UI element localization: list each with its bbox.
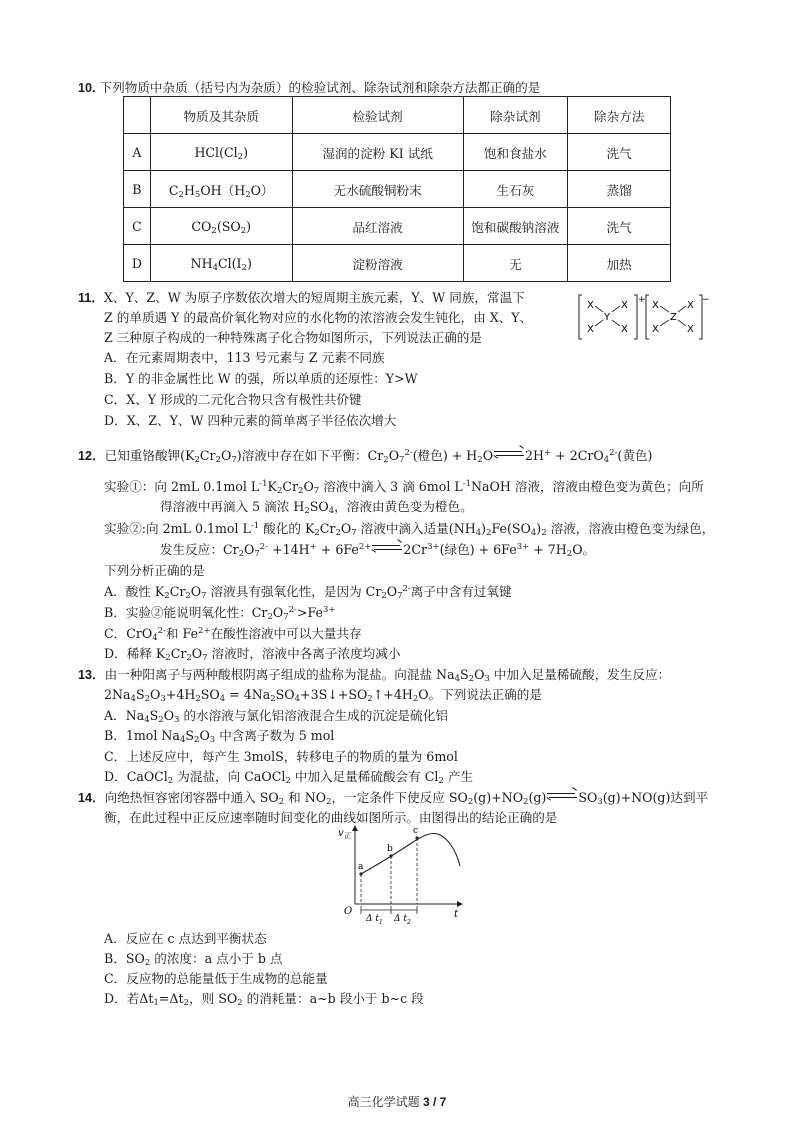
- table-cell: 加热: [568, 245, 671, 282]
- q10-number: 10.: [78, 81, 96, 95]
- q12-experiment-2-line-1: 实验②:向 2mL 0.1mol $L^{-1}$ 酸化的 $K_2Cr_2O_7$ 溶液中滴入适量$(NH_4)_2Fe(SO_4)_2$ 溶液，溶液由橙色变为绿色，: [104, 521, 715, 538]
- origin-label: O: [344, 906, 353, 917]
- table-cell: C: [124, 208, 151, 245]
- q11-stem-line-3: Z 三种原子构成的一种特殊离子化合物如图所示，下列说法正确的是: [104, 330, 482, 345]
- atom-x: X: [587, 324, 594, 335]
- q11-option-b: B．Y 的非金属性比 W 的强，所以单质的还原性：Y>W: [104, 371, 418, 386]
- q10-text: 下列物质中杂质（括号内为杂质）的检验试剂、除杂试剂和除杂方法都正确的是: [99, 80, 541, 95]
- q11-number: 11．: [78, 291, 104, 305]
- q14-number: 14．: [78, 791, 105, 805]
- q11-stem-line-1: [78, 289, 525, 307]
- table-row: [124, 134, 671, 171]
- q12-reaction-right: $2Cr^{3+}$(绿色) + $6Fe^{3+} + 7H_2O$。: [403, 542, 596, 559]
- q11-option-a: A．在元素周期表中，113 号元素与 Z 元素不同族: [104, 350, 385, 365]
- y-axis-label: $v_正$: [338, 828, 351, 840]
- table-header-cell: 检验试剂: [292, 97, 463, 134]
- q13-option-b: B．1mol $Na_4S_2O_3$ 中含离子数为 5 mol: [104, 728, 335, 745]
- ionic-compound-structure: [578, 292, 710, 344]
- atom-x: X: [652, 300, 659, 311]
- table-cell: $CO_2(SO_2)$: [150, 208, 292, 245]
- table-cell: 饱和碳酸钠溶液: [463, 208, 568, 245]
- q12-stem: [78, 447, 652, 465]
- q14-text: 向绝热恒容密闭容器中通入 $SO_2$ 和 $NO_2$，一定条件下使反应 $SO_2(g)+NO_2(g)$: [104, 790, 547, 807]
- point-b-label: b: [387, 844, 393, 854]
- q13-stem-line-2: $2Na_4S_2O_3+4H_2SO_4$ = $4Na_2SO_4+3S↓+SO_2↑+4H_2O$。下列说法正确的是: [104, 687, 542, 704]
- q14-option-b: B．$SO_2$ 的浓度：a 点小于 b 点: [104, 951, 283, 968]
- table-cell: $HCl(Cl_2)$: [150, 134, 292, 171]
- table-cell: D: [124, 245, 151, 282]
- table-header-cell: 物质及其杂质: [150, 97, 292, 134]
- table-row: [124, 245, 671, 282]
- table-cell: 品红溶液: [292, 208, 463, 245]
- table-header-cell: 除杂方法: [568, 97, 671, 134]
- point-a: [359, 872, 362, 875]
- q14-option-a: A．反应在 c 点达到平衡状态: [104, 931, 267, 946]
- q11-stem-line-2: Z 的单质遇 Y 的最高价氧化物对应的水化物的浓溶液会发生钝化，由 X、Y、: [104, 310, 533, 325]
- q11-option-d: D．X、Z、Y、W 四种元素的简单离子半径依次增大: [104, 413, 397, 428]
- point-c: [415, 836, 418, 839]
- q10-table: [123, 96, 671, 282]
- q12-text-right: 2H+ + 2CrO$_4^{2-}$(黄色): [525, 448, 653, 465]
- q12-prompt: 下列分析正确的是: [104, 563, 205, 578]
- atom-x: X: [687, 300, 694, 311]
- q12-reaction-left: 发生反应：$Cr_2O_7^{2-} +14H^+ + 6Fe^{2+}$: [160, 542, 372, 559]
- table-cell: 洗气: [568, 134, 671, 171]
- q13-text: 由一种阳离子与两种酸根阴离子组成的盐称为混盐。向混盐 $Na_4S_2O_3$ 中加入足量稀硫酸，发生反应：: [104, 667, 671, 684]
- anion-charge: −: [702, 295, 710, 305]
- q13-option-c: C．上述反应中，每产生 3molS，转移电子的物质的量为 6mol: [104, 749, 458, 764]
- atom-x: X: [621, 324, 628, 335]
- point-c-label: c: [413, 826, 419, 836]
- table-cell: $C_2H_5OH(H_2O)$: [150, 171, 292, 208]
- cation-charge: +: [638, 295, 646, 305]
- equilibrium-arrow-icon: [547, 791, 577, 801]
- footer-label: 高三化学试题: [347, 1095, 420, 1109]
- q12-text: 已知重铬酸钾$(K_2Cr_2O_7)$溶液中存在如下平衡：$Cr_2O_7^{2-}$(橙色) + $H_2O$: [104, 448, 494, 465]
- q10-stem: [78, 79, 540, 97]
- atom-x: X: [652, 324, 659, 335]
- atom-z: Z: [670, 312, 677, 323]
- page-footer: [0, 1093, 794, 1110]
- q12-experiment-1-line-1: 实验①：向 2mL 0.1mol $L^{-1}K_2Cr_2O_7$ 溶液中滴入 3 滴 6mol $L^{-1}NaOH$ 溶液，溶液由橙色变为黄色；向所: [104, 479, 704, 496]
- q12-option-d: D．稀释 $K_2Cr_2O_7$ 溶液时，溶液中各离子浓度均减小: [104, 646, 401, 663]
- q11-text: X、Y、Z、W 为原子序数依次增大的短周期主族元素，Y、W 同族，常温下: [103, 290, 525, 305]
- table-cell: B: [124, 171, 151, 208]
- atom-y: Y: [604, 312, 611, 323]
- q12-option-b: B．实验②能说明氧化性：$Cr_2O_7^{2-}>Fe^{3+}$: [104, 605, 336, 622]
- q14-text-right: $SO_3(g)+NO(g)$达到平: [578, 790, 709, 807]
- q12-option-c: C．CrO$_4^{2-}$和 $Fe^{2+}$在酸性溶液中可以大量共存: [104, 626, 362, 643]
- point-a-label: a: [358, 862, 364, 872]
- atom-x: X: [687, 324, 694, 335]
- table-cell: 无: [463, 245, 568, 282]
- q12-experiment-2-line-2: [160, 541, 595, 558]
- table-cell: 湿润的淀粉 KI 试纸: [292, 134, 463, 171]
- table-cell: 饱和食盐水: [463, 134, 568, 171]
- q12-experiment-1-line-2: 得溶液中再滴入 5 滴浓 $H_2SO_4$，溶液由黄色变为橙色。: [160, 499, 473, 516]
- q13-option-a: A．$Na_4S_2O_3$ 的水溶液与氯化铝溶液混合生成的沉淀是硫化铝: [104, 708, 448, 725]
- rate-curve: [361, 833, 460, 874]
- table-cell: 洗气: [568, 208, 671, 245]
- q14-option-c: C．反应物的总能量低于生成物的总能量: [104, 971, 328, 986]
- table-cell: 无水硫酸铜粉末: [292, 171, 463, 208]
- table-cell: $NH_4Cl(I_2)$: [150, 245, 292, 282]
- q14-stem-line-2: 衡，在此过程中正反应速率随时间变化的曲线如图所示。由图得出的结论正确的是: [104, 810, 558, 825]
- atom-x: X: [587, 300, 594, 311]
- table-cell: A: [124, 134, 151, 171]
- dt1-label: Δ $t_1$: [366, 914, 383, 926]
- equilibrium-arrow-icon: [372, 543, 402, 553]
- table-header-cell: 除杂试剂: [463, 97, 568, 134]
- q13-number: 13．: [78, 668, 105, 682]
- table-cell: 蒸馏: [568, 171, 671, 208]
- rate-time-graph: [330, 822, 470, 928]
- table-header-cell: [124, 97, 151, 134]
- table-row: [124, 171, 671, 208]
- dt2-label: Δ $t_2$: [394, 914, 411, 926]
- table-cell: 生石灰: [463, 171, 568, 208]
- q12-number: 12．: [78, 449, 105, 463]
- q12-option-a: A．酸性 $K_2Cr_2O_7$ 溶液具有强氧化性，是因为 $Cr_2O_7^{2-}$离子中含有过氧键: [104, 584, 512, 601]
- table-header-row: [124, 97, 671, 134]
- q11-option-c: C．X、Y 形成的二元化合物只含有极性共价键: [104, 392, 362, 407]
- table-row: [124, 208, 671, 245]
- q13-option-d: D．CaOCl$_2$ 为混盐，向 CaOCl$_2$ 中加入足量稀硫酸会有 $Cl_2$ 产生: [104, 769, 474, 786]
- point-b: [389, 854, 392, 857]
- q14-stem-line-1: [78, 789, 708, 807]
- atom-x: X: [621, 300, 628, 311]
- page-number: 3 / 7: [423, 1095, 447, 1109]
- q14-option-d: D．若$\Delta t_1=\Delta t_2$，则 $SO_2$ 的消耗量：a~b 段小于 b~c 段: [104, 991, 424, 1008]
- equilibrium-arrow-icon: [494, 449, 524, 459]
- q13-stem-line-1: [78, 666, 670, 684]
- table-cell: 淀粉溶液: [292, 245, 463, 282]
- x-axis-label: t: [454, 909, 459, 920]
